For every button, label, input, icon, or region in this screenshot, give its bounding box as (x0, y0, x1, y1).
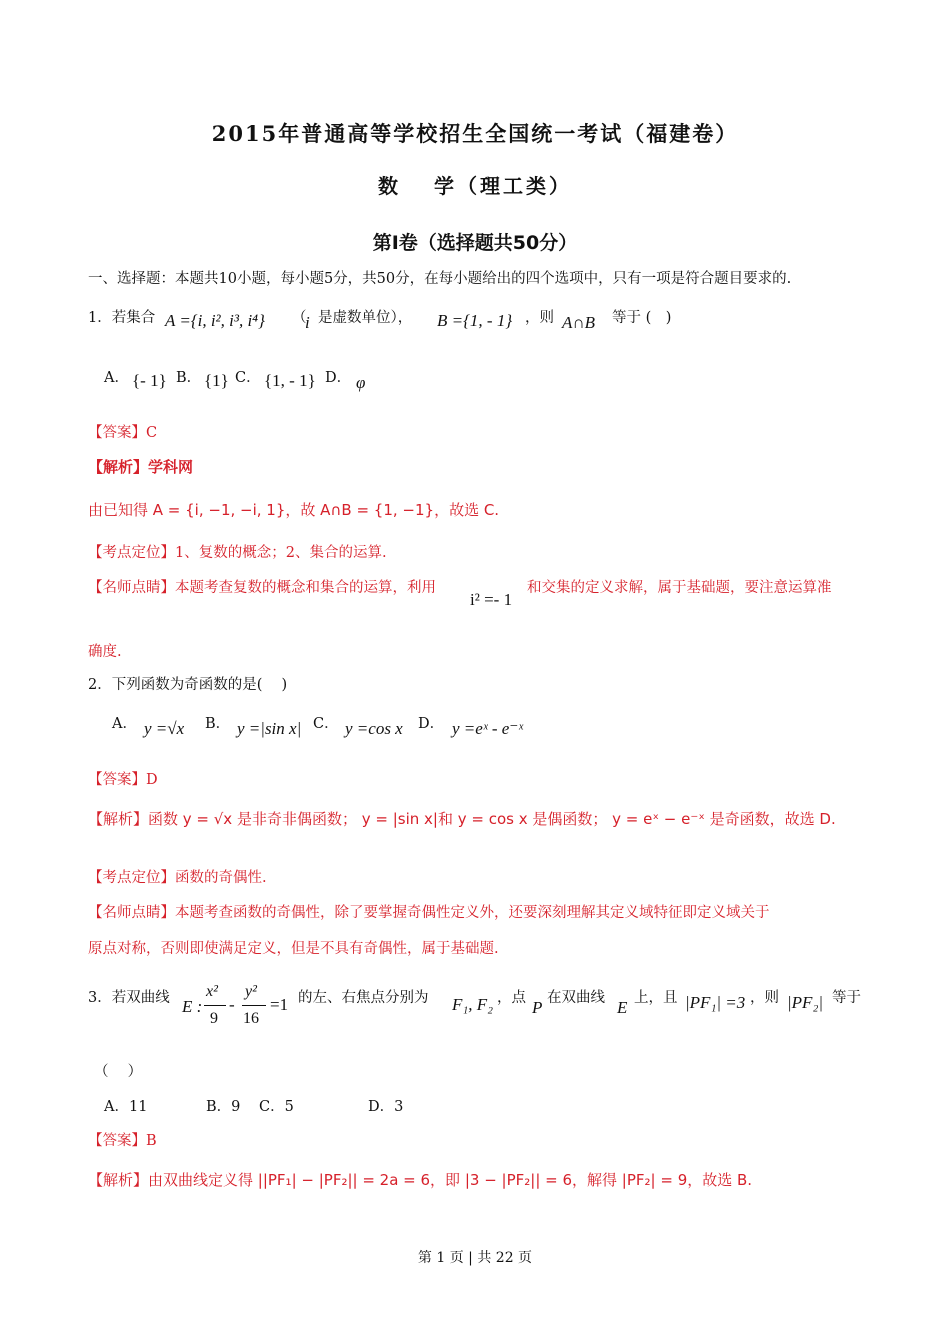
q3-point-p: P (532, 998, 543, 1017)
q3-point-text: ，点 (497, 990, 526, 1006)
q3-x2: x² (206, 983, 218, 1000)
q3-curve-e: E (617, 998, 628, 1017)
q1-dianjing-cont: 和交集的定义求解，属于基础题，要注意运算准 (527, 580, 832, 596)
q1-option-d: φ (356, 373, 366, 392)
q3-curve-name: E : (182, 997, 203, 1016)
q3-equals-one: =1 (270, 995, 289, 1014)
q3-denominator-16: 16 (243, 1010, 259, 1027)
q3-option-c: C．5 (259, 1099, 294, 1115)
q3-analysis: 【解析】由双曲线定义得 ||PF₁| − |PF₂|| = 2a = 6，即 |3 − |PF₂|| = 6，解得 |PF₂| = 9，故选 B. (88, 1171, 753, 1189)
q1-dianjing-math: i² =- 1 (470, 590, 513, 609)
q2-option-a-label: A． (112, 716, 137, 732)
q1-option-b-label: B． (176, 370, 202, 386)
q2-kaodian: 【考点定位】函数的奇偶性. (88, 870, 267, 886)
q1-option-c: {1, - 1} (264, 371, 316, 390)
q2-option-b: y =|sin x| (237, 719, 302, 738)
q1-paren-open: （ (292, 310, 307, 326)
q1-option-a: {- 1} (132, 371, 167, 390)
q1-paren-text: 是虚数单位）， (318, 310, 413, 326)
q3-fraction-bar-2 (242, 1005, 266, 1006)
q3-fraction-bar-1 (204, 1005, 226, 1006)
q1-intersection: A∩B (562, 313, 596, 332)
subject-title: 数 学（理工类） (378, 174, 572, 198)
q1-option-a-label: A． (104, 370, 129, 386)
q3-foci-text: 的左、右焦点分别为 (298, 990, 429, 1006)
q1-option-b: {1} (204, 371, 229, 390)
q1-analysis: 由已知得 A = {i, −1, −i, 1}，故 A∩B = {1, −1}，故选 C. (88, 501, 500, 519)
q3-option-d: D．3 (368, 1099, 404, 1115)
section-title: 第Ⅰ卷（选择题共50分） (372, 232, 578, 254)
q3-minus: - (229, 995, 235, 1014)
q1-analysis-label: 【解析】学科网 (88, 458, 194, 476)
q3-on-text: 在双曲线 (547, 990, 605, 1006)
q3-option-b: B．9 (206, 1099, 241, 1115)
page-footer: 第 1 页 | 共 22 页 (417, 1250, 533, 1266)
q3-and-text: 上，且 (634, 990, 678, 1006)
q3-pf2: |PF₂| (787, 993, 824, 1012)
paper-title: 2015年普通高等学校招生全国统一考试（福建卷） (211, 121, 739, 146)
q3-foci: F₁, F₂ (452, 995, 494, 1014)
q2-dianjing: 【名师点睛】本题考查函数的奇偶性，除了要掌握奇偶性定义外，还要深刻理解其定义域特征即定义域关于 (88, 905, 770, 921)
q1-dianjing: 【名师点睛】本题考查复数的概念和集合的运算，利用 (88, 580, 436, 596)
q1-tail: 等于 ( ) (612, 310, 672, 326)
q3-denominator-9: 9 (210, 1010, 218, 1027)
q1-stem: 1．若集合 (88, 310, 156, 326)
q2-stem: 2．下列函数为奇函数的是( ) (88, 677, 288, 693)
q1-set-a: A ={i, i², i³, i⁴} (165, 311, 265, 330)
q3-equal-text: 等于 (832, 990, 861, 1006)
q2-option-b-label: B． (205, 716, 231, 732)
q2-option-d-label: D． (418, 716, 445, 732)
q3-answer: 【答案】B (88, 1133, 157, 1149)
q2-dianjing-cont: 原点对称，否则即使满足定义，但是不具有奇偶性，属于基础题. (88, 941, 499, 957)
q1-kaodian: 【考点定位】1、复数的概念；2、集合的运算. (88, 545, 387, 561)
q2-option-d: y =eˣ - e⁻ˣ (452, 719, 524, 738)
q3-stem: 3．若双曲线 (88, 990, 170, 1006)
q2-option-c: y =cos x (345, 719, 403, 738)
q2-option-c-label: C． (313, 716, 339, 732)
q3-paren: （ ） (94, 1064, 143, 1080)
q1-option-d-label: D． (325, 370, 352, 386)
q1-then: ，则 (525, 310, 554, 326)
q1-option-c-label: C． (235, 370, 261, 386)
q1-set-b: B ={1, - 1} (437, 311, 513, 330)
instructions: 一、选择题：本题共10小题，每小题5分，共50分，在每小题给出的四个选项中，只有一项是符合题目要求的. (88, 271, 792, 287)
q1-answer: 【答案】C (88, 425, 158, 441)
q3-y2: y² (245, 983, 257, 1000)
q3-pf1: |PF₁| =3 (685, 993, 746, 1012)
q3-option-a: A．11 (104, 1099, 148, 1115)
q1-dianjing-end: 确度. (88, 644, 122, 660)
q1-imag-unit: i (305, 313, 310, 332)
q2-analysis: 【解析】函数 y = √x 是非奇非偶函数； y = |sin x|和 y = cos x 是偶函数； y = eˣ − e⁻ˣ 是奇函数，故选 D. (88, 810, 836, 828)
q2-option-a: y =√x (144, 719, 185, 738)
q2-answer: 【答案】D (88, 772, 158, 788)
q3-then-text: ，则 (750, 990, 779, 1006)
